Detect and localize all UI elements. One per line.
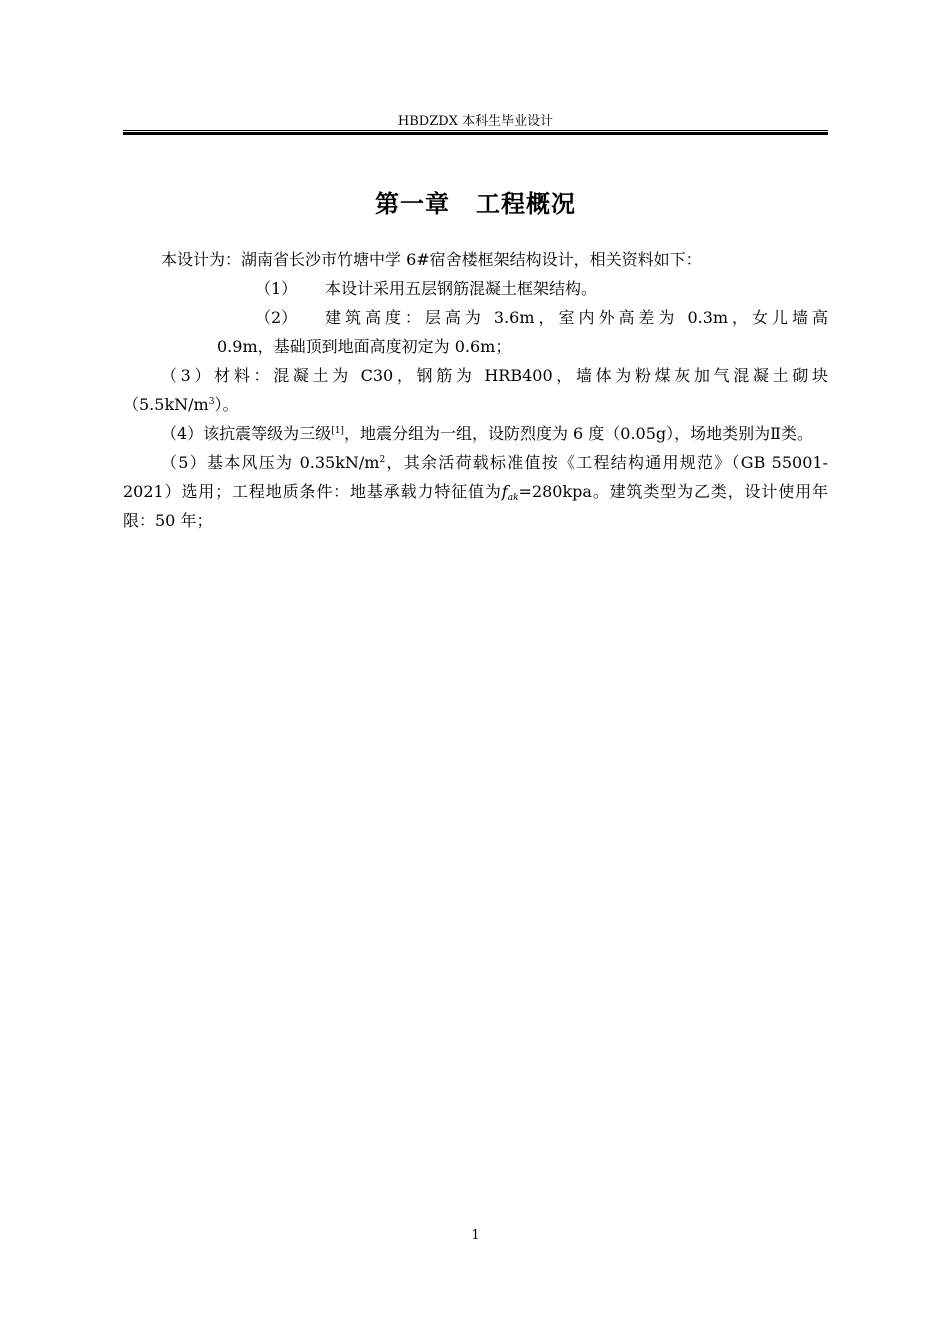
header-rule-thick (123, 132, 828, 135)
item-4-text: （4）该抗震等级为三级 (161, 424, 332, 443)
item-5-superscript: 2 (379, 455, 386, 465)
item-3-superscript: 3 (208, 397, 215, 407)
intro-paragraph: 本设计为：湖南省长沙市竹塘中学 6#宿舍楼框架结构设计，相关资料如下： (161, 250, 702, 269)
item-5-text: （5）基本风压为 0.35kN/m (161, 453, 380, 472)
item-4-citation: [1] (331, 426, 344, 436)
page-number: 1 (471, 1228, 480, 1243)
list-item-1 (123, 274, 828, 303)
item-3-tail: ）。 (214, 395, 239, 414)
document-body (123, 245, 828, 535)
formula-f-ak (502, 482, 519, 501)
formula-f: f (501, 482, 508, 501)
formula-value: =280 (518, 482, 563, 501)
item-4-tail: ，地震分组为一组，设防烈度为 6 度（0.05g），场地类别为Ⅱ类。 (343, 424, 814, 443)
chapter-name: 工程概况 (476, 190, 576, 218)
chapter-number: 第一章 (375, 190, 450, 218)
chapter-title (123, 186, 828, 222)
formula-subscript: ak (507, 493, 519, 503)
item-2-text: 建筑高度：层高为 3.6m，室内外高差为 0.3m，女儿墙高 (325, 308, 828, 327)
item-5-tail: kpa。建筑类型为乙类，设计使用年限：50 年； (123, 482, 828, 530)
list-item-4 (123, 419, 828, 448)
item-3-text: （3）材料：混凝土为 C30，钢筋为 HRB400，墙体为粉煤灰加气混凝土砌块（5.5kN/m (123, 366, 828, 414)
list-item-2 (123, 303, 828, 332)
item-5-mid: ，其余活荷载标准值按《工程结构通用规范》（GB 55001-2021）选用；工程地质条件：地基承载力特征值为 (123, 453, 828, 501)
page-header: HBDZDX 本科生毕业设计 (397, 114, 554, 129)
item-2-number: （2） (255, 308, 298, 327)
header-rule-thin (123, 130, 828, 131)
item-1-text: 本设计采用五层钢筋混凝土框架结构。 (325, 279, 598, 298)
item-2-continuation: 0.9m，基础顶到地面高度初定为 0.6m； (217, 337, 512, 356)
list-item-3 (123, 361, 828, 419)
item-1-number: （1） (255, 279, 298, 298)
list-item-5 (123, 448, 828, 535)
